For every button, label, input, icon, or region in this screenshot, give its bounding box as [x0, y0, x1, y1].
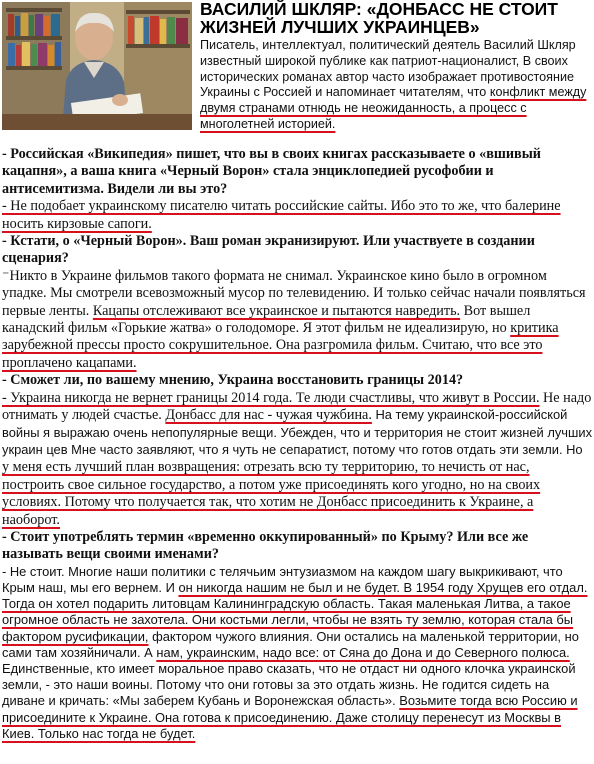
interview-body	[2, 146, 592, 742]
answer-3-highlight-1: - Украина никогда не вернет границы 2014 года. Те люди счастливы, что живут в России.	[2, 389, 540, 406]
intro-highlight: конфликт между двумя странами отнюдь не неожиданность, а процесс с многолетней историей.	[200, 85, 587, 131]
question-4: - Стоит употреблять термин «временно оккупированный» по Крыму? Или все же называть вещи своими именами?	[2, 528, 529, 563]
answer-3-text-2: На тему украинской-российской войны я выражаю очень непопулярные вещи. Убежден, что и территория не стоит жизней лучших украин цев Мне часто заявляют, что я чуть не сепаратист, потому что готов отдать эти земли. Но	[2, 407, 593, 457]
answer-3-highlight-3: у меня есть лучший план возвращения: отрезать всю ту территорию, то нечисть от нас, построить свое сильное государство, а потом уже присоединять кого угодно, но на своих условиях. Потому что получается так, что хотим не Донбасс присоединить к Украине, а наоборот.	[2, 459, 541, 528]
answer-4-text-3: Единственные, кто имеет моральное право сказать, что не отдаст ни одного клочка украинской земли, - это наши воины. Потому что они готовы за это отдать жизнь. Не годится сидеть на диване и кричать: «Мы заберем Кубань и Воронежская область».	[2, 660, 576, 709]
answer-2-highlight-1: Кацапы отслеживают все украинское и пытаются навредить.	[92, 302, 461, 319]
question-2: - Кстати, о «Черный Ворон». Ваш роман экранизируют. Или участвуете в создании сценария?	[2, 233, 535, 267]
author-photo-image	[2, 2, 192, 130]
answer-2	[2, 268, 592, 372]
intro-paragraph	[200, 38, 592, 133]
answer-3	[2, 390, 592, 529]
question-3: - Сможет ли, по вашему мнению, Украина восстановить границы 2014?	[2, 372, 464, 389]
answer-3-highlight-2: Донбасс для нас - чужая чужбина.	[165, 407, 372, 424]
answer-4	[2, 564, 592, 742]
answer-4-highlight-2: нам, украинским, надо все: от Сяна до Дона и до Северного полюса.	[156, 644, 570, 660]
author-photo	[2, 2, 192, 130]
answer-2-text-1: ⁻Никто в Украине фильмов такого формата не снимал. Украинское кино было в огромном упадке. Мы смотрели всевозможный мусор по телевидению. И только сейчас начали появляться первые ленты.	[2, 267, 586, 319]
answer-1	[2, 198, 592, 233]
answer-1-highlight: - Не подобает украинскому писателю читать российские сайты. Ибо это то же, что балерине носить кирзовые сапоги.	[2, 198, 561, 232]
answer-4-highlight-3: Возьмите тогда всю Россию и присоедините к Украине. Она готова к присоединению. Даже столицу перенесут из Москвы в Киев. Только нас тогда не будет.	[2, 693, 578, 741]
answer-4-text-1: - Не стоит. Многие наши политики с телячьим энтузиазмом на каждом шагу выкрикивают, что Крым наш, мы его вернем. И	[2, 563, 563, 595]
intro-text: Писатель, интеллектуал, политический деятель Василий Шкляр известный широкой публике как патриот-националист, В своих исторических романах автор часто изображает противостояние Украины с Россией и напоминает читателям, что	[200, 38, 576, 100]
question-1: - Российская «Википедия» пишет, что вы в своих книгах рассказываете о «вшивый кацапня», а ваша книга «Черный Ворон» стала энциклопедией русофобии и антисемитизма. Видели ли вы это?	[2, 146, 541, 197]
answer-4-highlight-1: он никогда нашим не был и не будет. В 1954 году Хрущев его отдал. Тогда он хотел подарить литовцам Калининградскую область. Такая маленькая Литва, а такое огромное область не захотела. Они костьми легли, чтобы не взять ту землю, которая стала бы фактором русификации,	[2, 579, 588, 644]
answer-2-text-2: Вот вышел канадский фильм «Горькие жатва» о голодоморе. Я этот фильм не идеализирую, но	[2, 302, 531, 337]
answer-4-text-2: фактором чужого влияния. Они остались на маленькой территории, но сами там хозяйничали. А	[2, 628, 579, 660]
answer-3-text-1: Не надо отнимать у людей счастье.	[2, 389, 592, 424]
article-headline: ВАСИЛИЙ ШКЛЯР: «ДОНБАСС НЕ СТОИТ ЖИЗНЕЙ ЛУЧШИХ УКРАИНЦЕВ»	[200, 0, 558, 37]
answer-2-highlight-2: критика зарубежной прессы просто сокрушительное. Она разгромила фильм. Считаю, что все это проплачено кацапами.	[2, 320, 559, 371]
